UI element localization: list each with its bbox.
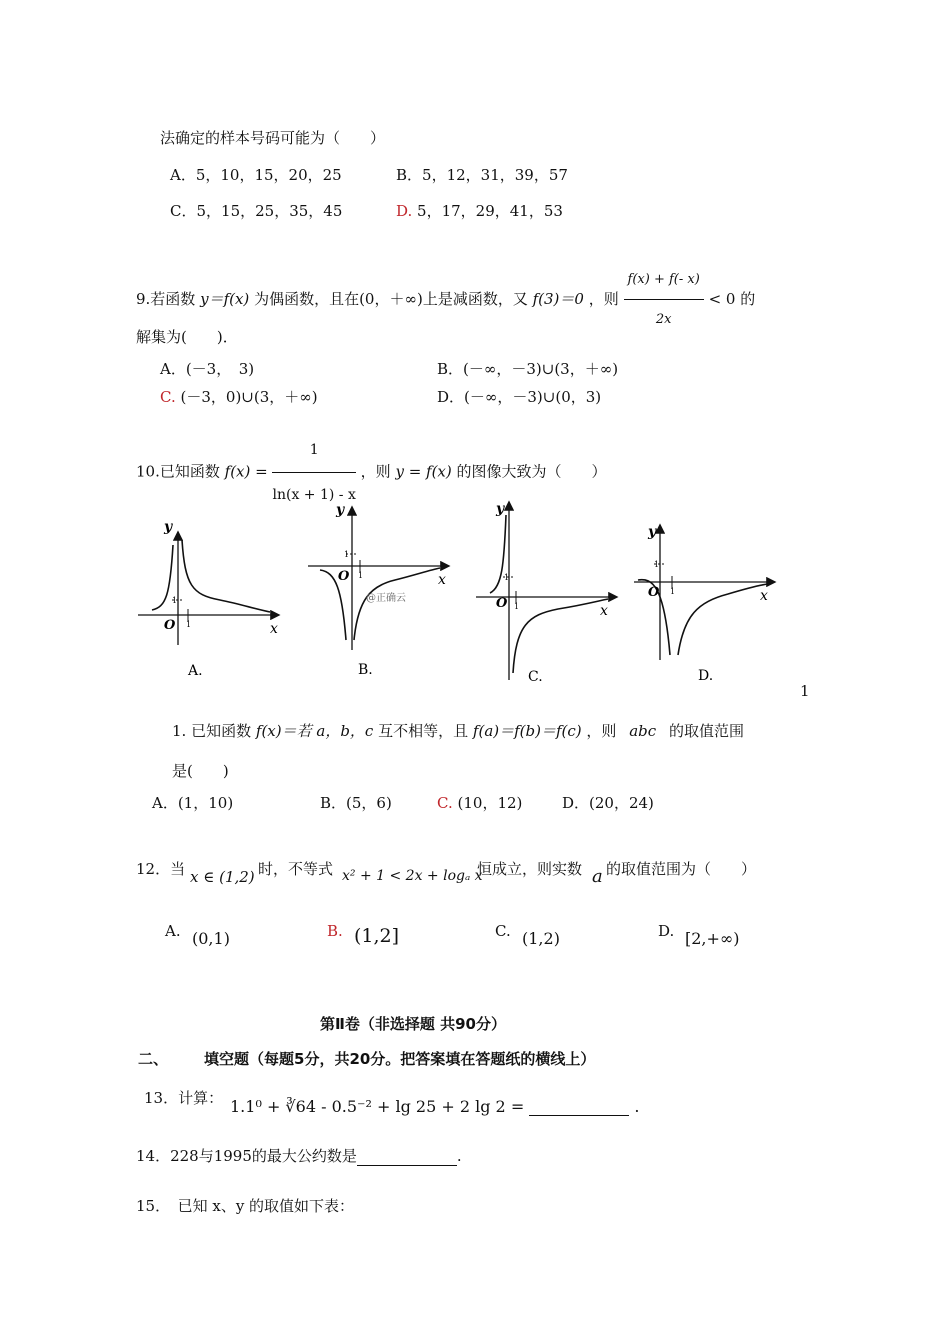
q9-func: y＝f(x) [200, 290, 250, 308]
origin-label: O [338, 569, 350, 584]
q11-line2: 是( ) [172, 762, 229, 780]
q11-text3: ，则 [586, 722, 617, 740]
q13-end: . [634, 1097, 640, 1116]
q12-cond: x ∈ (1,2) [190, 868, 255, 886]
q13-expression: 1.1⁰ + ∛64 - 0.5⁻² + lg 25 + 2 lg 2 = [230, 1097, 525, 1116]
axis-y-label: y [164, 519, 173, 535]
q11-eq: f(a)＝f(b)＝f(c) [472, 722, 582, 740]
q11-text1: 已知函数 [191, 722, 252, 740]
q12-ineq: x² + 1 < 2x + logₐ x [342, 868, 483, 884]
q11-abc-vars: a，b，c [316, 722, 374, 740]
axis-x-label: x [600, 603, 608, 619]
q9-frac-num: f(x) + f(- x) [624, 262, 704, 300]
curve-right [513, 599, 608, 673]
q10-end: 的图像大致为（ ） [456, 462, 607, 481]
q12-a: a [592, 866, 603, 887]
graph-a-label: A. [188, 663, 203, 679]
graph-d [628, 520, 788, 690]
q11-text4: 的取值范围 [668, 722, 744, 740]
graph-c [468, 495, 628, 690]
q9-f3: f(3)＝0 [532, 290, 584, 308]
q11-option-d: D．(20，24) [562, 794, 654, 812]
graph-c-label: C. [528, 669, 543, 685]
q14-answer-blank[interactable] [357, 1165, 457, 1166]
q15-stem: 15． 已知 x、y 的取值如下表： [136, 1197, 355, 1215]
q8-option-b: B．5，12，31，39，57 [396, 166, 568, 184]
q8-option-c: C．5，15，25，35，45 [170, 202, 343, 220]
q10-then: ，则 [360, 462, 391, 481]
q11-option-c-letter: C. [437, 794, 453, 812]
q9-then: ，则 [588, 290, 619, 308]
q10-y-eq: y = f(x) [395, 462, 452, 481]
q9-line2: 解集为( )． [136, 328, 238, 346]
q11-abc: abc [629, 722, 657, 740]
q12-option-d-letter: D. [658, 922, 675, 940]
graph-b [300, 500, 460, 685]
q9-prefix: 9.若函数 [136, 290, 196, 308]
q9-ineq: < 0 [708, 290, 736, 308]
q11-option-a: A．(1，10) [152, 794, 234, 812]
q9-end: 的 [740, 290, 756, 308]
tick-x: 1 [514, 602, 520, 611]
tick-y: 1 [504, 573, 510, 582]
graph-a [130, 515, 290, 685]
q12-option-a-value: (0,1) [192, 929, 230, 948]
q9-mid: 为偶函数，且在(0，＋∞)上是减函数，又 [254, 290, 528, 308]
q8-option-d-letter: D. [396, 202, 413, 220]
q12-end1: 恒成立，则实数 [477, 860, 583, 878]
page-number: 1 [800, 682, 810, 700]
axis-x-label: x [270, 621, 278, 637]
watermark: @正确云 [366, 593, 406, 604]
q8-option-d-text: 5，17，29，41，53 [417, 202, 563, 220]
q10-f-lhs: f(x) = [224, 462, 268, 481]
part2-title: 第Ⅱ卷（非选择题 共90分） [320, 1015, 506, 1033]
q11-option-b: B．(5，6) [320, 794, 392, 812]
q8-option-a: A．5，10，15，20，25 [170, 166, 342, 184]
curve-right [354, 568, 440, 640]
q9-option-c-letter: C. [160, 388, 176, 406]
q13-prefix: 13．计算： [144, 1089, 224, 1107]
q8-option-d [396, 200, 563, 221]
q9-option-b: B．(－∞，－3)∪(3，＋∞) [437, 360, 619, 378]
q11-stem [172, 720, 744, 741]
tick-x: 1 [358, 571, 364, 580]
tick-y: 1 [344, 550, 350, 559]
axis-x-label: x [760, 588, 768, 604]
curve-right [182, 540, 270, 612]
origin-label: O [648, 585, 660, 600]
origin-label: O [164, 618, 176, 633]
q12-option-d-value: [2,+∞) [685, 929, 740, 948]
q11-number: 1. [172, 722, 187, 740]
q12-end2: 的取值范围为（ ） [606, 860, 757, 878]
section-number: 二、 [138, 1050, 169, 1068]
q12-option-c-value: (1,2) [522, 929, 560, 948]
q9-option-d: D．(－∞，－3)∪(0，3) [437, 388, 602, 406]
q8-stem: 法确定的样本号码可能为（ ） [160, 129, 386, 147]
axis-x-label: x [438, 572, 446, 588]
q11-fx: f(x)＝若 [255, 722, 312, 740]
q14-stem [136, 1145, 462, 1166]
axis-y-label: y [336, 502, 345, 518]
section-heading: 填空题（每题5分，共20分。把答案填在答题纸的横线上） [204, 1050, 596, 1068]
q9-fraction [624, 262, 704, 338]
tick-y: 1 [172, 596, 178, 605]
axis-y-label: y [496, 501, 505, 517]
q11-option-c-text: (10，12) [457, 794, 523, 812]
q12-option-a-letter: A. [165, 922, 181, 940]
axis-y-label: y [648, 524, 657, 540]
q12-mid: 时，不等式 [258, 860, 334, 878]
q9-option-c-text: (－3，0)∪(3，＋∞) [180, 388, 318, 406]
q14-end: . [456, 1147, 462, 1165]
q12-option-b-value: (1,2] [354, 925, 400, 947]
graph-b-label: B. [358, 662, 373, 678]
q9-frac-den: 2x [655, 312, 672, 327]
q11-text2: 互不相等，且 [378, 722, 469, 740]
q12-option-b-letter: B. [327, 922, 343, 940]
q14-text: 14．228与1995的最大公约数是 [136, 1147, 357, 1165]
q12-option-c-letter: C. [495, 922, 511, 940]
q13-answer-blank[interactable] [529, 1115, 629, 1116]
tick-y: 1 [654, 560, 660, 569]
q10-frac-num: 1 [272, 430, 355, 473]
q10-prefix: 10.已知函数 [136, 462, 220, 481]
tick-x: 1 [670, 587, 676, 596]
q9-option-c [160, 386, 318, 407]
curve-right [678, 584, 768, 655]
q11-option-c [437, 792, 522, 813]
q10-frac-den: ln(x + 1) - x [272, 487, 356, 503]
q13-expr [230, 1097, 640, 1116]
curve-left [152, 545, 173, 610]
q9-option-a: A．(－3， 3) [160, 360, 255, 378]
tick-x: 1 [186, 620, 192, 629]
q12-prefix: 12．当 [136, 860, 186, 878]
origin-label: O [496, 596, 508, 611]
graph-d-label: D. [698, 668, 714, 684]
